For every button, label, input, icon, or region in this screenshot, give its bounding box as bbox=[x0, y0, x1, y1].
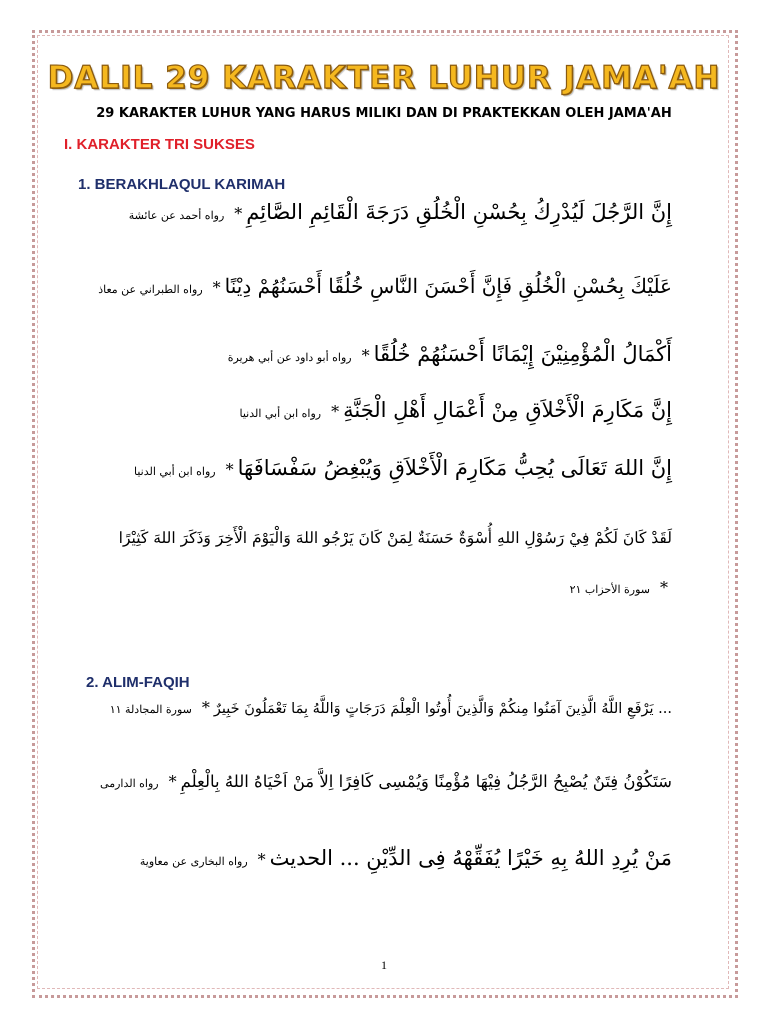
arabic-text: سَتَكُوْنُ فِتَنٌ يُصْبِحُ الرَّجُلُ فِيْهَا مُؤْمِنًا وَيُمْسِى كَافِرًا اِلاَّ مَنْ اَحْيَاهُ اللهُ بِالْعِلْمِ bbox=[180, 772, 672, 791]
star-marker: * bbox=[234, 204, 243, 223]
hadith-source: رواه الطبراني عن معاذ bbox=[98, 283, 203, 296]
arabic-text: ... يَرْفَعِ اللَّهُ الَّذِينَ آمَنُوا مِنكُمْ وَالَّذِينَ أُوتُوا الْعِلْمَ دَرَجَاتٍ وَاللَّهُ بِمَا تَعْمَلُونَ خَبِيرٌ bbox=[213, 701, 672, 717]
star-marker: * bbox=[331, 402, 340, 421]
arabic-text: لَقَدْ كَانَ لَكُمْ فِيْ رَسُوْلِ اللهِ أُسْوَةٌ حَسَنَةٌ لِمَنْ كَانَ يَرْجُو اللهَ وَالْيَوْمَ الْأَخِرَ وَذَكَرَ اللهَ كَثِيْرًا bbox=[118, 529, 672, 547]
arabic-text: إِنَّ الرَّجُلَ لَيُدْرِكُ بِحُسْنِ الْخُلُقِ دَرَجَةَ الْقَائِمِ الصَّائِمِ bbox=[246, 200, 672, 224]
star-marker: * bbox=[212, 278, 221, 297]
section-heading-tri-sukses: I. KARAKTER TRI SUKSES bbox=[64, 136, 255, 153]
document-title: DALIL 29 KARAKTER LUHUR JAMA'AH bbox=[47, 60, 721, 96]
star-marker: * bbox=[361, 346, 370, 365]
hadith-source: رواه أبو داود عن أبي هريرة bbox=[227, 351, 352, 364]
star-marker: * bbox=[225, 460, 234, 479]
quran-source: سورة الأحزاب ٢١ bbox=[569, 583, 650, 596]
dalil-line bbox=[96, 398, 672, 422]
quran-source: سورة المجادلة ١١ bbox=[109, 703, 192, 716]
dalil-line-quran bbox=[96, 528, 672, 547]
hadith-source: رواه أحمد عن عائشة bbox=[128, 209, 225, 222]
arabic-text: إِنَّ اللهَ تَعَالَى يُحِبُّ مَكَارِمَ الْأَخْلاَقِ وَيُبْغِضُ سَفْسَافَهَا bbox=[237, 456, 672, 480]
dalil-line-quran-source bbox=[96, 574, 672, 598]
hadith-source: رواه الدارمى bbox=[100, 777, 159, 790]
star-marker: * bbox=[257, 850, 266, 869]
arabic-text: أَكْمَالُ الْمُؤْمِنِيْنَ إِيْمَانًا أَحْسَنُهُمْ خُلُقًا bbox=[373, 342, 672, 366]
subsection-heading-berakhlaqul-karimah: 1. BERAKHLAQUL KARIMAH bbox=[78, 176, 286, 193]
arabic-text: مَنْ يُرِدِ اللهُ بِهِ خَيْرًا يُفَقِّهْهُ فِى الدِّيْنِ ... الحديث bbox=[269, 846, 672, 870]
dalil-line bbox=[96, 274, 672, 298]
dalil-line bbox=[96, 342, 672, 366]
subsection-heading-alim-faqih: 2. ALIM-FAQIH bbox=[86, 674, 190, 691]
document-subtitle: 29 KARAKTER LUHUR YANG HARUS MILIKI DAN DI PRAKTEKKAN OLEH JAMA'AH bbox=[96, 106, 672, 121]
dalil-line bbox=[96, 772, 672, 791]
page-number: 1 bbox=[381, 958, 387, 972]
dalil-line bbox=[96, 456, 672, 480]
arabic-text: عَلَيْكَ بِحُسْنِ الْخُلُقِ فَإِنَّ أَحْسَنَ النَّاسِ خُلُقًا أَحْسَنُهُمْ دِيْنًا bbox=[224, 274, 672, 298]
star-marker: * bbox=[168, 772, 177, 791]
hadith-source: رواه ابن أبي الدنيا bbox=[133, 465, 216, 478]
dalil-line-quran bbox=[96, 698, 672, 717]
arabic-text: إِنَّ مَكَارِمَ الْأَخْلاَقِ مِنْ أَعْمَالِ أَهْلِ الْجَنَّةِ bbox=[343, 398, 672, 422]
hadith-source: رواه البخارى عن معاوية bbox=[139, 855, 248, 868]
hadith-source: رواه ابن أبي الدنيا bbox=[239, 407, 322, 420]
star-marker: * bbox=[201, 698, 210, 717]
dalil-line bbox=[96, 200, 672, 224]
star-marker: * bbox=[660, 578, 668, 597]
dalil-line bbox=[96, 846, 672, 870]
